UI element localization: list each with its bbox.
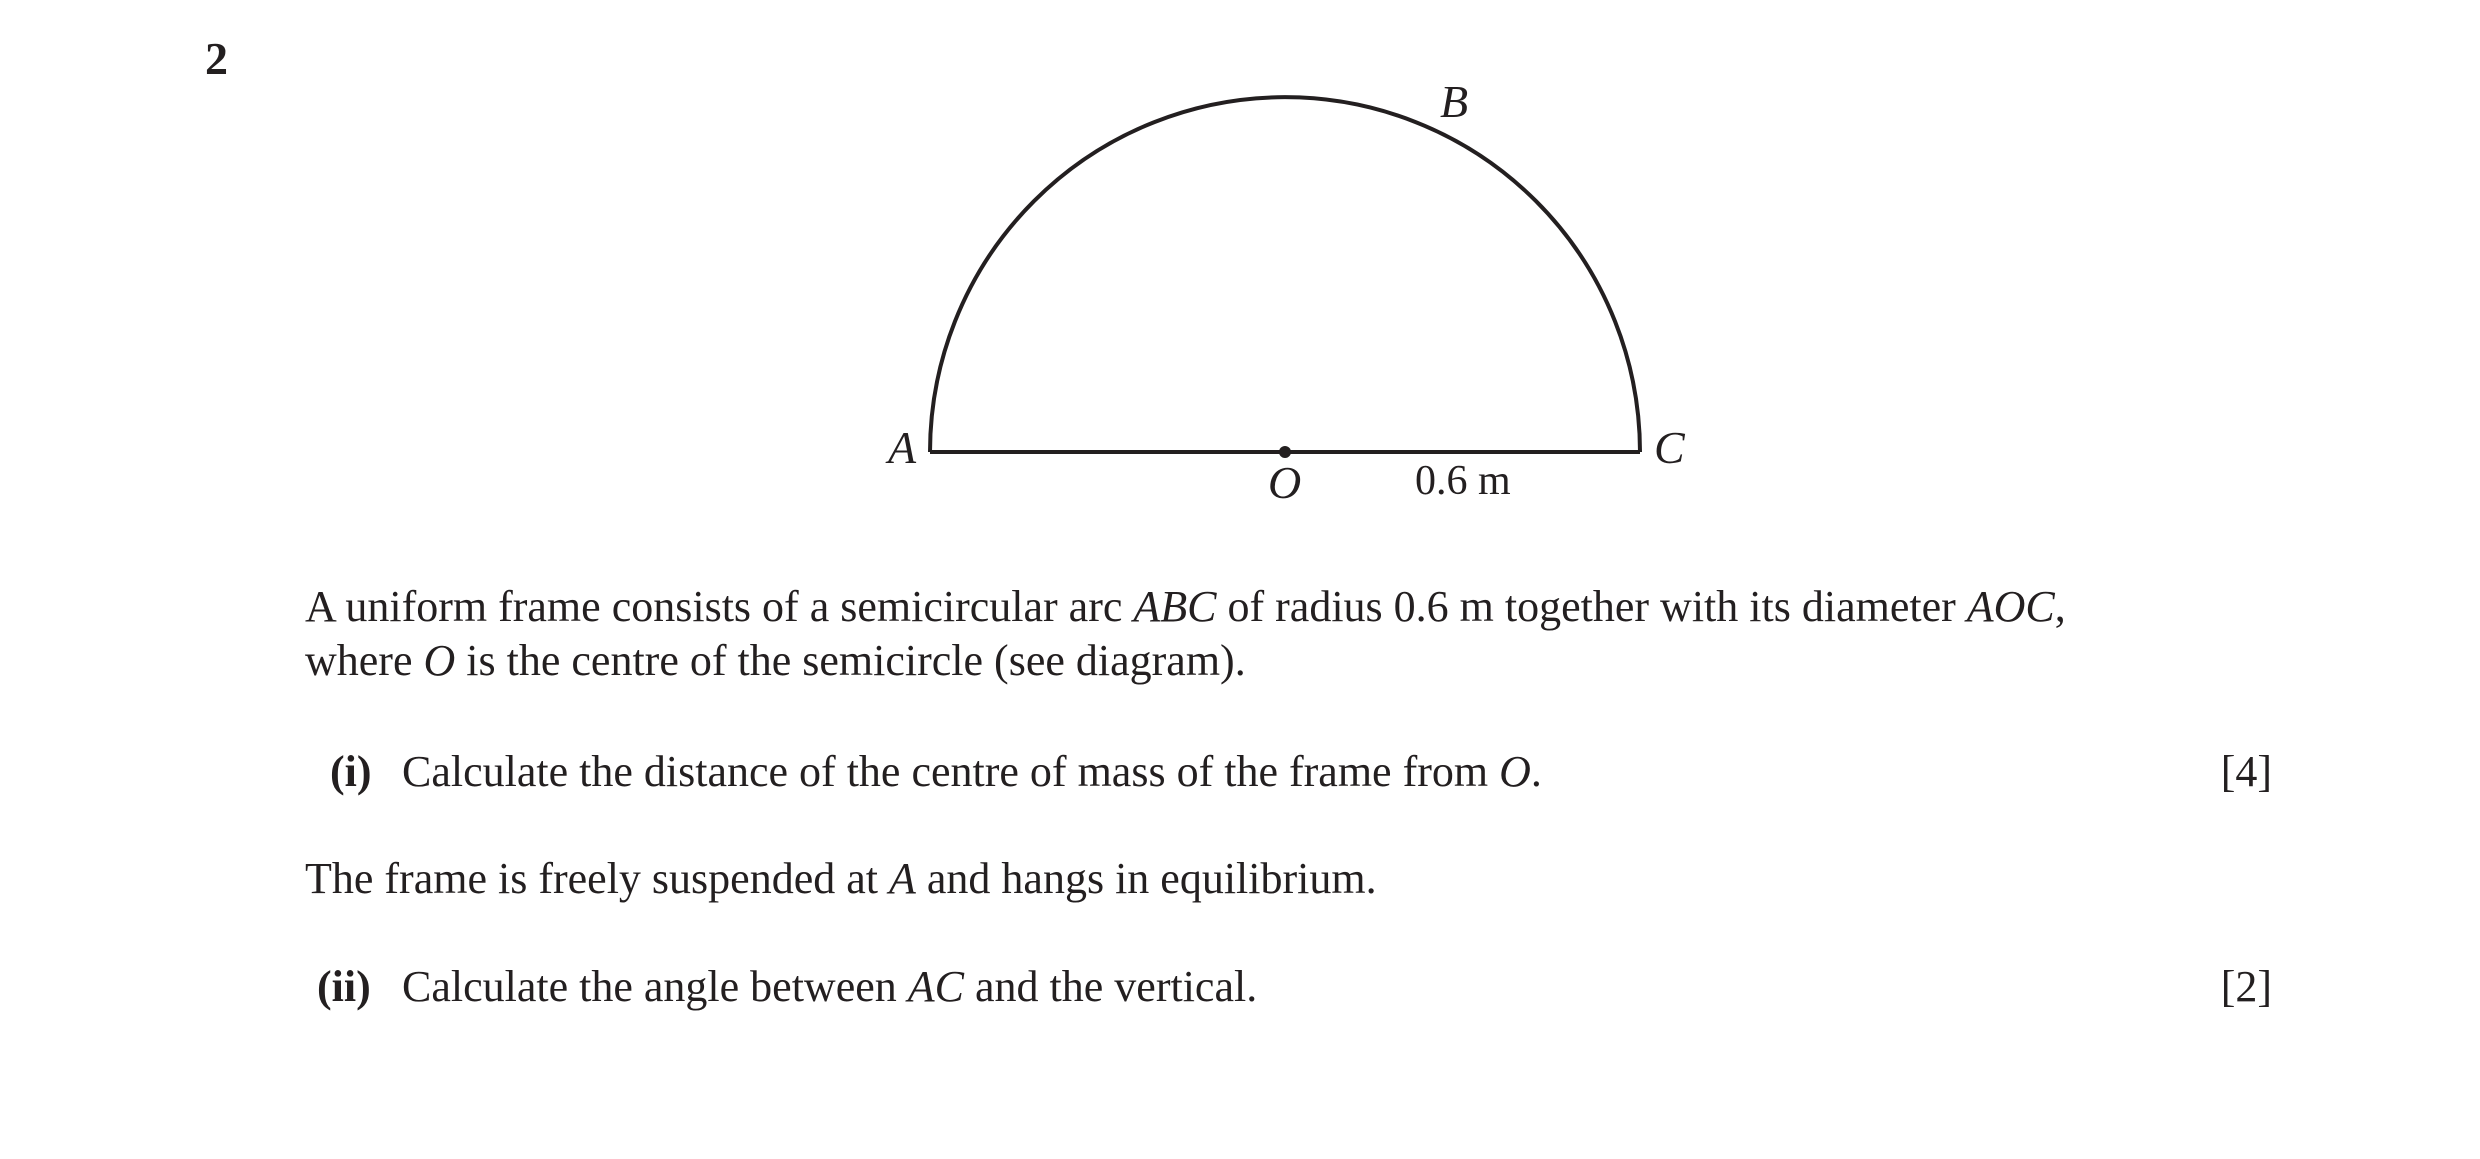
part-i-marks: [4] bbox=[2220, 747, 2272, 796]
radius-dimension-label: 0.6 m bbox=[1415, 458, 1511, 504]
suspension-statement: The frame is freely suspended at A and hangs in equilibrium. bbox=[305, 854, 1377, 903]
part-ii-label: (ii) bbox=[317, 962, 371, 1011]
label-point-c: C bbox=[1654, 422, 1685, 473]
part-i-question: Calculate the distance of the centre of mass of the frame from O. bbox=[402, 747, 1542, 796]
part-ii-question: Calculate the angle between AC and the vertical. bbox=[402, 962, 1258, 1011]
label-point-a: A bbox=[888, 422, 917, 473]
intro-paragraph: A uniform frame consists of a semicircular arc ABC of radius 0.6 m together with its diameter AOC, where O is the centre of the semicircle (see diagram). bbox=[305, 582, 2066, 685]
question-number: 2 bbox=[205, 33, 228, 84]
part-ii-marks: [2] bbox=[2220, 962, 2272, 1011]
part-i-label: (i) bbox=[330, 747, 372, 796]
label-point-o: O bbox=[1268, 457, 1302, 508]
semicircular-arc-abc bbox=[930, 97, 1640, 452]
semicircle-frame-diagram bbox=[0, 0, 2480, 560]
label-point-b: B bbox=[1440, 76, 1469, 127]
